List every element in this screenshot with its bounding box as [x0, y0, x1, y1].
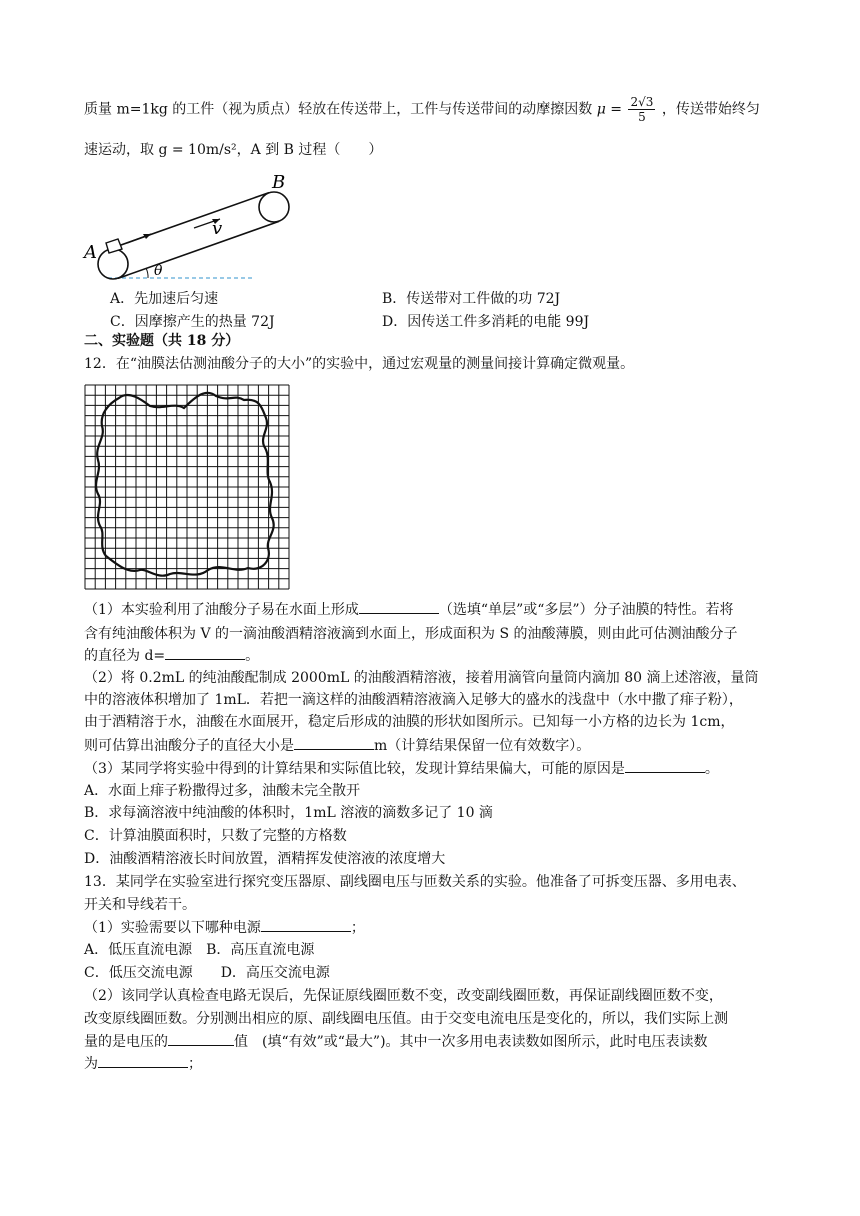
- q12-part2-text-e: m（计算结果保留一位有效数字）。: [374, 738, 591, 754]
- q13-part2-text-d: 值 (填“有效”或“最大”)。其中一次多用电表读数如图所示，此时电压表读数: [234, 1034, 708, 1050]
- mu-numerator: 2√3: [630, 95, 654, 109]
- label-v: v: [212, 218, 223, 239]
- q13-part2-text-f: ；: [188, 1056, 202, 1072]
- q13-part2-text-e: 为: [84, 1056, 98, 1072]
- q12-answer-blank-reason[interactable]: [625, 758, 705, 773]
- q13-options-row2: C．低压交流电源 D．高压交流电源: [84, 965, 330, 981]
- q12-part3-text-a: （3）某同学将实验中得到的计算结果和实际值比较，发现计算结果偏大，可能的原因是: [84, 761, 625, 777]
- q12-option-a: A．水面上痱子粉撒得过多，油酸未完全散开: [84, 783, 361, 799]
- q12-part1-text-d: 的直径为 d=: [84, 648, 166, 664]
- q13-stem-line2: 开关和导线若干。: [84, 897, 196, 913]
- belt-pulley-b: [259, 192, 289, 222]
- q12-option-d: D．油酸酒精溶液长时间放置，酒精挥发使溶液的浓度增大: [84, 851, 446, 867]
- q13-options-row1: A．低压直流电源 B．高压直流电源: [84, 942, 315, 958]
- q12-part2-text-d: 则可估算出油酸分子的直径大小是: [84, 738, 294, 754]
- q11-option-b: B．传送带对工件做的功 72J: [382, 291, 561, 307]
- q13-part1: [84, 917, 365, 938]
- label-B: B: [272, 172, 286, 193]
- q13-part2-line3: [84, 1031, 708, 1052]
- q12-answer-blank-diameter-formula[interactable]: [165, 645, 245, 660]
- q13-stem-line1: 13．某同学在实验室进行探究变压器原、副线圈电压与匝数关系的实验。他准备了可拆变压器、多用电表、: [84, 874, 746, 890]
- q12-part1-text-e: 。: [245, 648, 260, 664]
- mu-denominator: 5: [638, 110, 646, 124]
- q11-option-c: C．因摩擦产生的热量 72J: [110, 314, 275, 330]
- q11-line1-post: ，传送带始终匀: [661, 101, 760, 118]
- q12-part2-line1: （2）将 0.2mL 的纯油酸配制成 2000mL 的油酸酒精溶液，接着用滴管向量筒内滴加 80 滴上述溶液，量筒: [84, 670, 759, 686]
- belt-pulley-a: [98, 249, 128, 279]
- q12-option-b: B．求每滴溶液中纯油酸的体积时，1mL 溶液的滴数多记了 10 滴: [84, 805, 493, 821]
- q12-part2-line2: 中的溶液体积增加了 1mL．若把一滴这样的油酸酒精溶液滴入足够大的盛水的浅盘中（水中撒了痱子粉），: [84, 692, 743, 708]
- q12-part3-text-b: 。: [704, 761, 719, 777]
- q12-part1-line3: [84, 645, 259, 666]
- label-theta: θ: [154, 263, 163, 279]
- q12-part1-line2: 含有纯油酸体积为 V 的一滴油酸酒精溶液滴到水面上，形成面积为 S 的油酸薄膜，则由此可估测油酸分子: [84, 626, 738, 642]
- q12-part2-line4: [84, 735, 590, 756]
- section-heading: 二、实验题（共 18 分）: [84, 333, 240, 349]
- q12-option-c: C．计算油膜面积时，只数了完整的方格数: [84, 828, 347, 844]
- q11-line1: [84, 95, 760, 124]
- q12-stem: 12．在“油膜法估测油酸分子的大小”的实验中，通过宏观量的测量间接计算确定微观量。: [84, 356, 635, 372]
- q11-option-d: D．因传送工件多消耗的电能 99J: [382, 314, 590, 330]
- q11-line1-pre: 质量 m=1kg 的工件（视为质点）轻放在传送带上，工件与传送带间的动摩擦因数: [84, 101, 593, 118]
- q11-line2: 速运动，取 g = 10m/s²，A 到 B 过程（ ）: [84, 142, 383, 158]
- q13-answer-blank-power-source[interactable]: [261, 917, 351, 932]
- q12-part1-line1: [84, 599, 734, 620]
- q12-part3-line: [84, 758, 719, 779]
- q12-part1-text-a: （1）本实验利用了油酸分子易在水面上形成: [84, 602, 359, 618]
- q11-option-a: A．先加速后匀速: [110, 291, 219, 307]
- label-A: A: [84, 242, 97, 263]
- q12-part1-text-b: （选填“单层”或“多层”）分子油膜的特性。若将: [438, 602, 734, 618]
- q12-part2-line3: 由于酒精溶于水，油酸在水面展开，稳定后形成的油膜的形状如图所示。已知每一小方格的边长为 1cm，: [84, 714, 735, 730]
- conveyor-belt-figure: [80, 172, 300, 284]
- q13-part2-line2: 改变原线圈匝数。分别测出相应的原、副线圈电压值。由于交变电流电压是变化的，所以，我们实际上测: [84, 1011, 728, 1027]
- theta-arc: [146, 268, 148, 278]
- q12-answer-blank-diameter-value[interactable]: [294, 735, 374, 750]
- grid-lines: [85, 385, 289, 589]
- oil-film-grid-figure: [84, 384, 290, 590]
- q12-answer-blank-layer[interactable]: [359, 599, 439, 614]
- q13-answer-blank-voltage-reading[interactable]: [98, 1053, 188, 1068]
- q13-part1-text: （1）实验需要以下哪种电源: [84, 920, 261, 936]
- mu-fraction: [628, 95, 655, 124]
- q13-answer-blank-voltage-type[interactable]: [168, 1031, 234, 1046]
- q13-part1-end: ；: [350, 920, 365, 936]
- q13-part2-text-c: 量的是电压的: [84, 1034, 168, 1050]
- belt-bottom: [118, 221, 279, 278]
- q13-part2-line4: [84, 1053, 202, 1074]
- mu-symbol: μ =: [596, 101, 622, 118]
- q13-part2-line1: （2）该同学认真检查电路无误后，先保证原线圈匝数不变，改变副线圈匝数，再保证副线圈匝数不变，: [84, 988, 723, 1004]
